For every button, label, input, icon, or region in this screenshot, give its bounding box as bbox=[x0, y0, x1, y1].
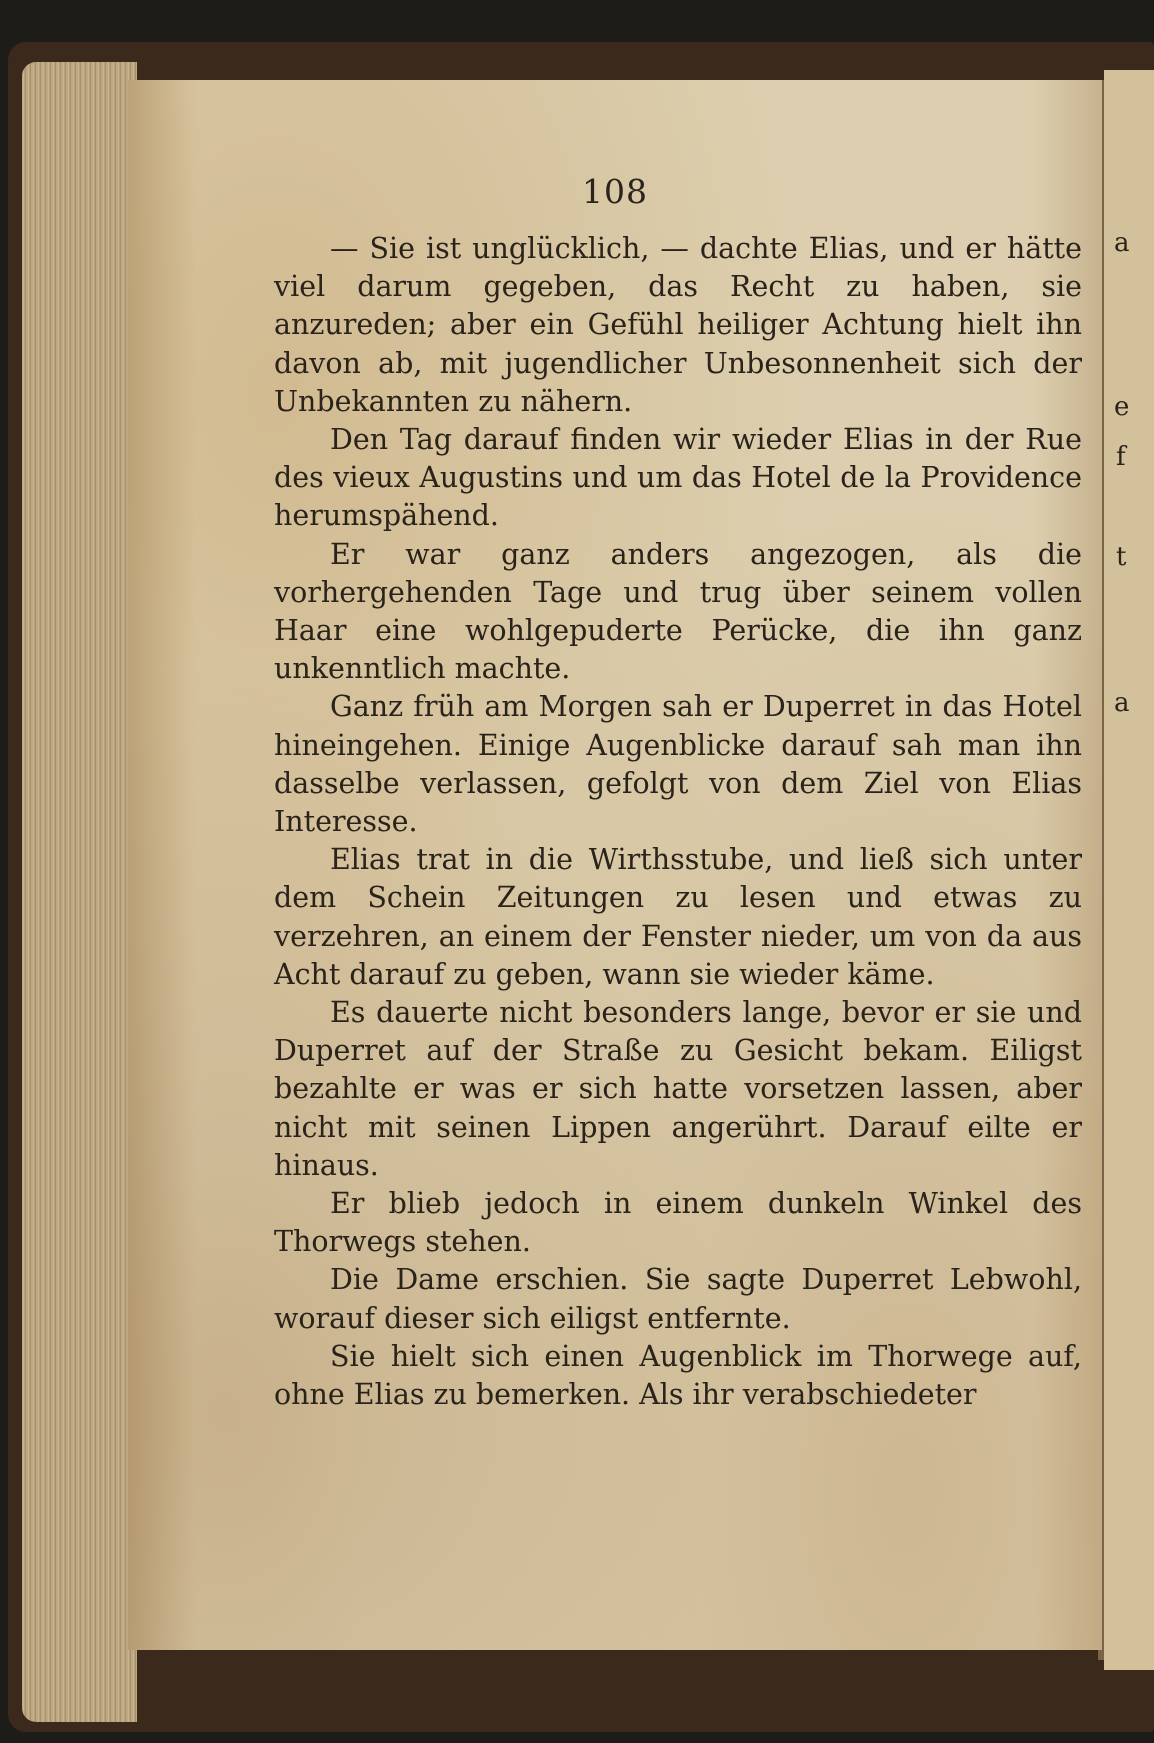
paragraph: Elias trat in die Wirthsstube, und ließ sich unter dem Schein Zeitungen zu lesen und etwas zu verzehren, an einem der Fenster nieder, um von da aus Acht darauf zu geben, wann sie wieder käme. bbox=[274, 843, 1082, 991]
paragraph: Ganz früh am Morgen sah er Duperret in das Hotel hineingehen. Einige Augenblicke darauf sah man ihn dasselbe verlassen, gefolgt von dem Ziel von Elias Interesse. bbox=[274, 690, 1082, 839]
paragraph: — Sie ist unglücklich, — dachte Elias, und er hätte viel darum gegeben, das Recht zu haben, sie anzureden; aber ein Gefühl heiliger Achtung hielt ihn davon ab, mit jugendlicher Unbesonnenheit sich der Unbekannten zu nähern. bbox=[274, 232, 1082, 418]
next-page-fragment: f bbox=[1116, 442, 1126, 472]
paragraph: Es dauerte nicht besonders lange, bevor er sie und Duperret auf der Straße zu Gesicht bekam. Eiligst bezahlte er was er sich hatte vorsetzen lassen, aber nicht mit seinen Lippen angerührt. Darauf eilte er hinaus. bbox=[274, 996, 1082, 1182]
page-number: 108 bbox=[582, 172, 648, 211]
body-text bbox=[274, 230, 1082, 1414]
paragraph: Sie hielt sich einen Augenblick im Thorwege auf, ohne Elias zu bemerken. Als ihr verabschiedeter bbox=[274, 1339, 1082, 1412]
next-page-fragment: t bbox=[1116, 542, 1127, 572]
paragraph: Die Dame erschien. Sie sagte Duperret Lebwohl, worauf dieser sich eiligst entfernte. bbox=[274, 1263, 1082, 1335]
page-edges bbox=[22, 62, 137, 1722]
paragraph: Er blieb jedoch in einem dunkeln Winkel des Thorwegs stehen. bbox=[274, 1187, 1082, 1259]
paragraph: Er war ganz anders angezogen, als die vorhergehenden Tage und trug über seinem vollen Haar eine wohlgepuderte Perücke, die ihn ganz unkenntlich machte. bbox=[274, 537, 1082, 686]
paragraph: Den Tag darauf finden wir wieder Elias in der Rue des vieux Augustins und um das Hotel de la Providence herumspähend. bbox=[274, 423, 1082, 533]
book-page bbox=[128, 80, 1102, 1650]
next-page-fragment: a bbox=[1114, 228, 1130, 258]
next-page-fragment: e bbox=[1114, 392, 1130, 422]
next-page-fragment: a bbox=[1114, 688, 1130, 718]
next-page-strip bbox=[1104, 70, 1154, 1670]
